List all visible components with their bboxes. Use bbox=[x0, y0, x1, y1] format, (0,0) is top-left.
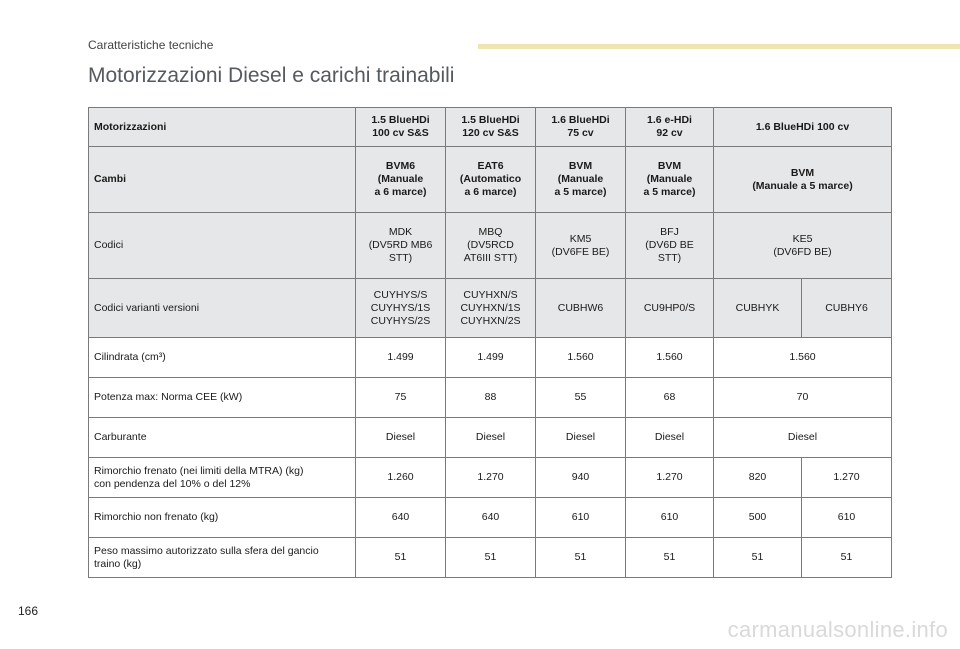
table-cell: CUBHW6 bbox=[536, 279, 626, 338]
table-cell: Diesel bbox=[626, 418, 714, 458]
table-cell: 1.6 e-HDi 92 cv bbox=[626, 108, 714, 147]
table-cell: BVM6 (Manuale a 6 marce) bbox=[356, 147, 446, 213]
table-cell: 610 bbox=[802, 498, 892, 538]
page-number: 166 bbox=[18, 604, 39, 618]
row-cambi bbox=[89, 147, 892, 213]
table-cell: 1.6 BlueHDi 100 cv bbox=[714, 108, 892, 147]
table-cell: 1.260 bbox=[356, 458, 446, 498]
table-cell: 940 bbox=[536, 458, 626, 498]
table-cell: 1.560 bbox=[536, 338, 626, 378]
table-cell: CUYHXN/S CUYHXN/1S CUYHXN/2S bbox=[446, 279, 536, 338]
specifications-table bbox=[88, 107, 892, 578]
row-rimorchio-frenato bbox=[89, 458, 892, 498]
table-cell: CU9HP0/S bbox=[626, 279, 714, 338]
table-cell: 500 bbox=[714, 498, 802, 538]
table-cell: 51 bbox=[356, 538, 446, 578]
row-motorizzazioni bbox=[89, 108, 892, 147]
row-codici bbox=[89, 213, 892, 279]
row-label: Codici varianti versioni bbox=[89, 279, 356, 338]
table-cell: 610 bbox=[536, 498, 626, 538]
row-label: Motorizzazioni bbox=[89, 108, 356, 147]
header-accent-bar bbox=[478, 44, 960, 49]
row-carburante bbox=[89, 418, 892, 458]
table-cell: Diesel bbox=[356, 418, 446, 458]
table-cell: 51 bbox=[536, 538, 626, 578]
table-cell: BVM (Manuale a 5 marce) bbox=[536, 147, 626, 213]
table-cell: KM5 (DV6FE BE) bbox=[536, 213, 626, 279]
watermark: carmanualsonline.info bbox=[727, 617, 948, 642]
table-cell: 1.270 bbox=[626, 458, 714, 498]
table-cell: 610 bbox=[626, 498, 714, 538]
row-label: Rimorchio non frenato (kg) bbox=[89, 498, 356, 538]
table-cell: 51 bbox=[446, 538, 536, 578]
row-label: Rimorchio frenato (nei limiti della MTRA) (kg) con pendenza del 10% o del 12% bbox=[89, 458, 356, 498]
row-label: Cambi bbox=[89, 147, 356, 213]
table-cell: 1.560 bbox=[714, 338, 892, 378]
table-cell: 1.6 BlueHDi 75 cv bbox=[536, 108, 626, 147]
row-potenza bbox=[89, 378, 892, 418]
table-cell: MDK (DV5RD MB6 STT) bbox=[356, 213, 446, 279]
table-cell: Diesel bbox=[536, 418, 626, 458]
table-cell: 1.5 BlueHDi 100 cv S&S bbox=[356, 108, 446, 147]
table-cell: 51 bbox=[802, 538, 892, 578]
section-label: Caratteristiche tecniche bbox=[88, 38, 214, 52]
table-cell: MBQ (DV5RCD AT6III STT) bbox=[446, 213, 536, 279]
row-codici-varianti bbox=[89, 279, 892, 338]
table-cell: 1.5 BlueHDi 120 cv S&S bbox=[446, 108, 536, 147]
row-label: Cilindrata (cm³) bbox=[89, 338, 356, 378]
row-label: Peso massimo autorizzato sulla sfera del gancio traino (kg) bbox=[89, 538, 356, 578]
table-cell: BFJ (DV6D BE STT) bbox=[626, 213, 714, 279]
row-label: Codici bbox=[89, 213, 356, 279]
row-label: Carburante bbox=[89, 418, 356, 458]
table-cell: CUBHYK bbox=[714, 279, 802, 338]
page-title: Motorizzazioni Diesel e carichi trainabili bbox=[88, 64, 455, 87]
table-cell: 1.270 bbox=[802, 458, 892, 498]
table-cell: 75 bbox=[356, 378, 446, 418]
table-cell: 51 bbox=[714, 538, 802, 578]
table-cell: 68 bbox=[626, 378, 714, 418]
table-cell: EAT6 (Automatico a 6 marce) bbox=[446, 147, 536, 213]
table-cell: 1.499 bbox=[356, 338, 446, 378]
table-cell: BVM (Manuale a 5 marce) bbox=[714, 147, 892, 213]
table-cell: 51 bbox=[626, 538, 714, 578]
table-cell: 820 bbox=[714, 458, 802, 498]
table-cell: 1.270 bbox=[446, 458, 536, 498]
table-cell: 640 bbox=[446, 498, 536, 538]
table-cell: CUYHYS/S CUYHYS/1S CUYHYS/2S bbox=[356, 279, 446, 338]
row-rimorchio-non-frenato bbox=[89, 498, 892, 538]
table-cell: Diesel bbox=[714, 418, 892, 458]
table-cell: 55 bbox=[536, 378, 626, 418]
table-cell: KE5 (DV6FD BE) bbox=[714, 213, 892, 279]
table-cell: 88 bbox=[446, 378, 536, 418]
row-label: Potenza max: Norma CEE (kW) bbox=[89, 378, 356, 418]
table-cell: 1.560 bbox=[626, 338, 714, 378]
table-cell: BVM (Manuale a 5 marce) bbox=[626, 147, 714, 213]
table-cell: 70 bbox=[714, 378, 892, 418]
table-cell: 640 bbox=[356, 498, 446, 538]
row-cilindrata bbox=[89, 338, 892, 378]
row-peso-sfera bbox=[89, 538, 892, 578]
table-cell: 1.499 bbox=[446, 338, 536, 378]
table-cell: Diesel bbox=[446, 418, 536, 458]
table-cell: CUBHY6 bbox=[802, 279, 892, 338]
